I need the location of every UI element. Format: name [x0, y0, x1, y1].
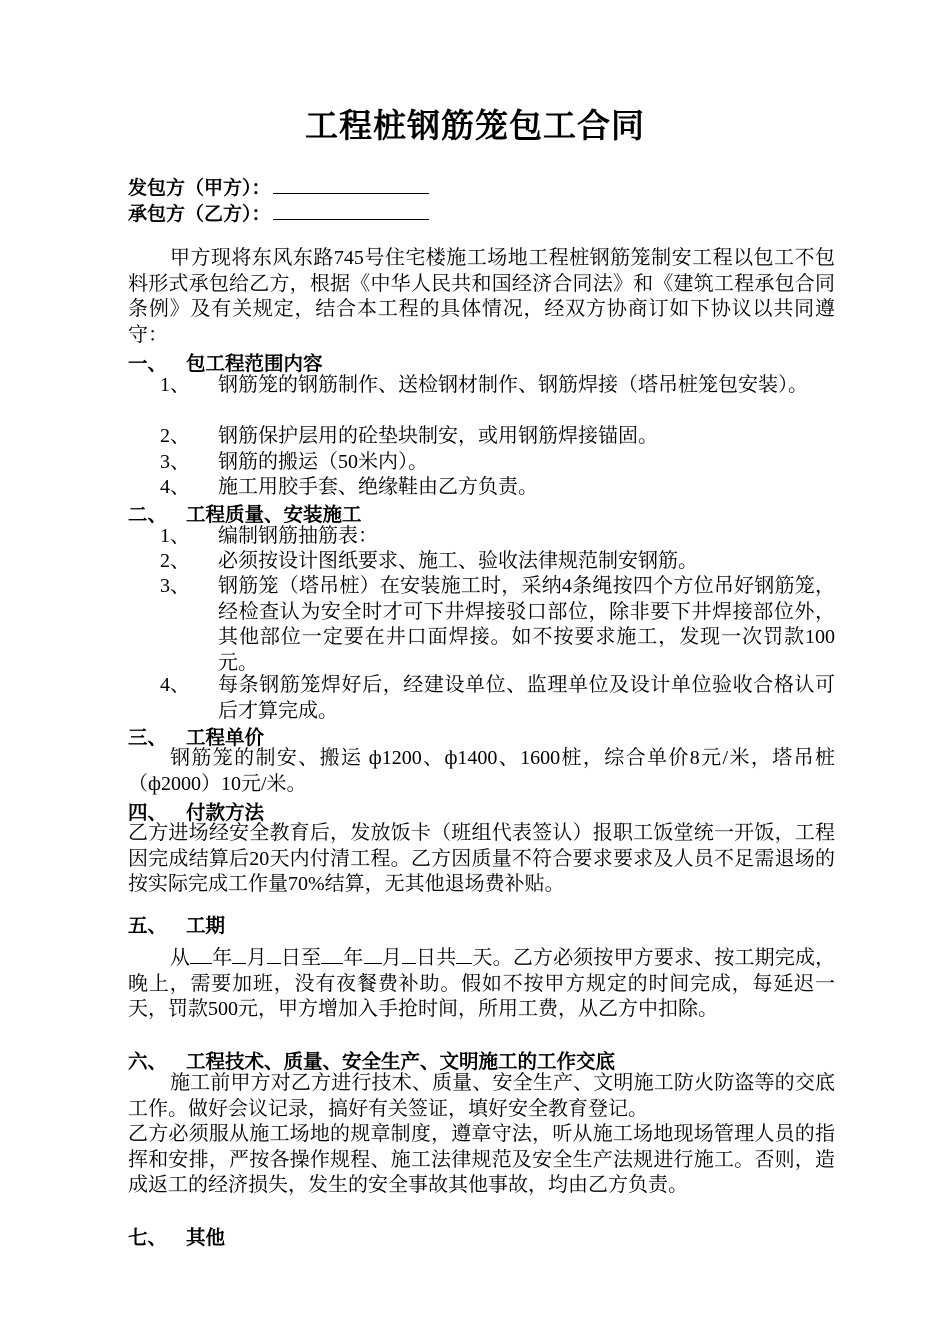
s2-item-1-number: 1、: [160, 525, 190, 547]
section-4-number: 四、: [128, 801, 168, 824]
s2-item-4: [160, 673, 835, 724]
s1-item-1: [160, 373, 835, 399]
section-3-title: 工程单价: [186, 726, 265, 749]
day-label-1: 日至: [280, 947, 322, 969]
s2-item-2-number: 2、: [160, 550, 190, 572]
section-3-number: 三、: [128, 726, 168, 749]
s2-item-2: [160, 549, 835, 575]
s2-item-4-number: 4、: [160, 674, 190, 696]
section-1-title: 包工程范围内容: [186, 352, 323, 375]
month-label-1: 月: [246, 947, 267, 969]
s1-item-4-number: 4、: [160, 476, 190, 498]
section-4-text: 乙方进场经安全教育后，发放饭卡（班组代表签认）报职工饭堂统一开饭，工程因完成结算后20天内付清工程。乙方因质量不符合要求要求及人员不足需退场的按实际完成工作量70%结算，无其他退场费补贴。: [128, 822, 835, 896]
s1-item-2-text: 钢筋保护层用的砼垫块制安，或用钢筋焊接锚固。: [218, 425, 658, 447]
year-label-2: 年: [343, 947, 364, 969]
start-month-blank: [232, 944, 246, 964]
section-6-paragraph-2: 乙方必须服从施工场地的规章制度，遵章守法，听从施工场地现场管理人员的指挥和安排，严按各操作规程、施工法律规范及安全生产法规进行施工。否则，造成返工的经济损失，发生的安全事故其他事故，均由乙方负责。: [128, 1123, 835, 1197]
s1-item-3: [160, 450, 835, 476]
section-2-heading: [128, 499, 835, 527]
section-7-heading: [128, 1222, 835, 1250]
party-a-label: 发包方（甲方）：: [128, 177, 271, 199]
s1-item-4: [160, 475, 835, 501]
section-6-paragraph-1: 施工前甲方对乙方进行技术、质量、安全生产、文明施工防火防盗等的交底工作。做好会议记录，搞好有关签证，填好安全教育登记。: [128, 1072, 835, 1120]
s1-item-4-text: 施工用胶手套、绝缘鞋由乙方负责。: [218, 476, 538, 498]
year-label-1: 年: [212, 947, 233, 969]
section-7-number: 七、: [128, 1226, 168, 1249]
section-5-text: [128, 944, 835, 1023]
section-6-number: 六、: [128, 1050, 168, 1073]
section-5-title: 工期: [186, 914, 226, 937]
end-month-blank: [364, 944, 382, 964]
start-day-blank: [267, 944, 281, 964]
s1-item-1-text: 钢筋笼的钢筋制作、送检钢材制作、钢筋焊接（塔吊桩笼包安装）。: [218, 374, 808, 396]
section-6-heading: [128, 1046, 835, 1074]
section-2-number: 二、: [128, 503, 168, 526]
s1-item-3-number: 3、: [160, 451, 190, 473]
day-label-2: 日共: [415, 947, 457, 969]
party-b-line: [128, 199, 429, 226]
end-year-blank: [321, 944, 343, 964]
total-days-blank: [456, 944, 472, 964]
end-day-blank: [402, 944, 416, 964]
days-label: 天。: [472, 947, 513, 969]
section-5-number: 五、: [128, 914, 168, 937]
party-a-line: [128, 173, 429, 200]
start-year-blank: [190, 944, 212, 964]
s2-item-3: [160, 574, 835, 677]
s2-item-4-text: 每条钢筋笼焊好后，经建设单位、监理单位及设计单位验收合格认可后才算完成。: [218, 674, 835, 722]
section-3-text: 钢筋笼的制安、搬运 ф1200、ф1400、1600桩，综合单价8元/米，塔吊桩（ф2000）10元/米。: [128, 747, 835, 795]
section-1-number: 一、: [128, 352, 168, 375]
term-from-label: 从: [170, 947, 191, 969]
s1-item-2: [160, 424, 835, 450]
s1-item-3-text: 钢筋的搬运（50米内）。: [218, 451, 428, 473]
party-b-label: 承包方（乙方）：: [128, 203, 271, 225]
section-7-title: 其他: [186, 1226, 226, 1249]
s2-item-3-number: 3、: [160, 575, 190, 597]
s1-item-1-number: 1、: [160, 374, 190, 396]
month-label-2: 月: [381, 947, 402, 969]
section-1-heading: [128, 348, 835, 376]
section-6-title: 工程技术、质量、安全生产、文明施工的工作交底: [186, 1050, 616, 1073]
s2-item-3-text: 钢筋笼（塔吊桩）在安装施工时，采纳4条绳按四个方位吊好钢筋笼，经检查认为安全时才可下井焊接驳口部位，除非要下井焊接部位外，其他部位一定要在井口面焊接。如不按要求施工，发现一次罚款100元。: [218, 575, 835, 675]
s2-item-1-text: 编制钢筋抽筋表：: [218, 525, 378, 547]
term-rest-text: 乙方必须按甲方要求、按工期完成，晚上，需要加班，没有夜餐费补助。假如不按甲方规定的时间完成，每延迟一天，罚款500元，甲方增加入手抢时间，所用工费，从乙方中扣除。: [128, 947, 836, 1021]
s2-item-2-text: 必须按设计图纸要求、施工、验收法律规范制安钢筋。: [218, 550, 698, 572]
document-title: 工程桩钢筋笼包工合同: [305, 106, 645, 145]
party-a-blank: [273, 175, 429, 194]
party-b-blank: [273, 201, 429, 220]
intro-paragraph: 甲方现将东风东路745号住宅楼施工场地工程桩钢筋笼制安工程以包工不包料形式承包给乙方，根据《中华人民共和国经济合同法》和《建筑工程承包合同条例》及有关规定，结合本工程的具体情况，经双方协商订如下协议以共同遵守：: [128, 247, 835, 347]
s2-item-1: [160, 524, 835, 550]
section-2-title: 工程质量、安装施工: [186, 503, 362, 526]
section-4-title: 付款方法: [186, 801, 265, 824]
s1-item-2-number: 2、: [160, 425, 190, 447]
section-5-heading: [128, 910, 835, 938]
